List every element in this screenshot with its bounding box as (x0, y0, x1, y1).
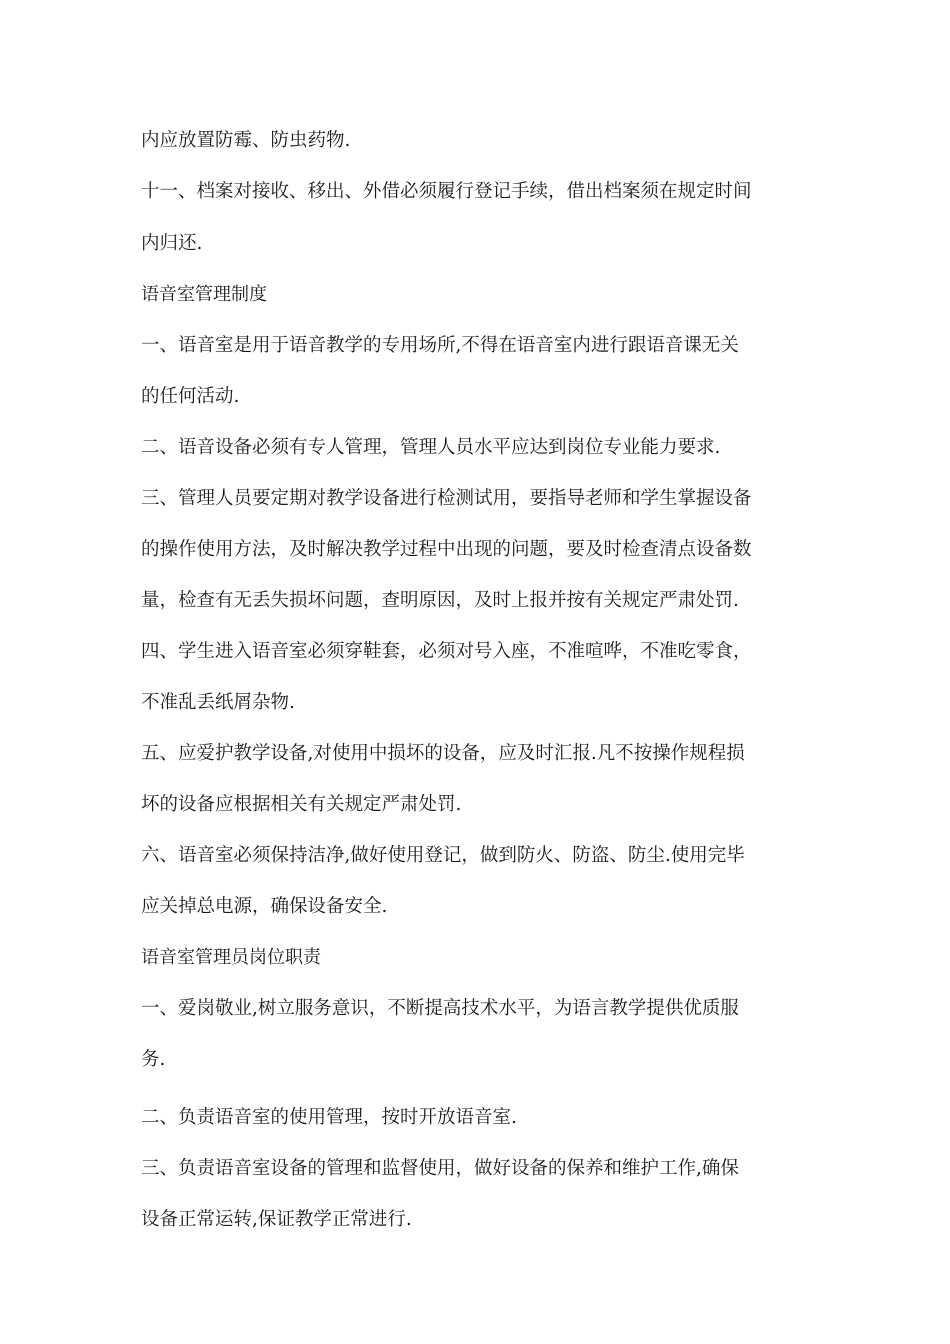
section-heading-language-lab-rules: 语音室管理制度 (141, 284, 267, 305)
text-line-3: 内归还. (141, 233, 203, 254)
text-line-8: 三、管理人员要定期对教学设备进行检测试用，要指导老师和学生掌握设备 (141, 488, 752, 509)
text-line-19: 务. (141, 1049, 166, 1070)
text-line-13: 五、应爱护教学设备,对使用中损坏的设备，应及时汇报.凡不按操作规程损 (141, 743, 745, 764)
text-line-14: 坏的设备应根据相关有关规定严肃处罚. (141, 794, 462, 815)
section-heading-administrator-duties: 语音室管理员岗位职责 (141, 947, 321, 968)
text-line-15: 六、语音室必须保持洁净,做好使用登记，做到防火、防盗、防尘.使用完毕 (141, 845, 745, 866)
text-line-1: 内应放置防霉、防虫药物. (141, 130, 351, 151)
text-line-16: 应关掉总电源，确保设备安全. (141, 896, 388, 917)
text-line-22: 设备正常运转,保证教学正常进行. (141, 1209, 412, 1230)
text-line-6: 的任何活动. (141, 386, 240, 407)
text-line-7: 二、语音设备必须有专人管理，管理人员水平应达到岗位专业能力要求. (141, 437, 721, 458)
text-line-20: 二、负责语音室的使用管理，按时开放语音室. (141, 1107, 517, 1128)
text-line-18: 一、爱岗敬业,树立服务意识，不断提高技术水平，为语言教学提供优质服 (141, 998, 739, 1019)
text-line-5: 一、语音室是用于语音教学的专用场所,不得在语音室内进行跟语音课无关 (141, 335, 739, 356)
text-line-21: 三、负责语音室设备的管理和监督使用，做好设备的保养和维护工作,确保 (141, 1158, 739, 1179)
text-line-2: 十一、档案对接收、移出、外借必须履行登记手续，借出档案须在规定时间 (141, 181, 752, 202)
text-line-12: 不准乱丢纸屑杂物. (141, 692, 295, 713)
text-line-9: 的操作使用方法，及时解决教学过程中出现的问题，要及时检查清点设备数 (141, 539, 752, 560)
text-line-11: 四、学生进入语音室必须穿鞋套，必须对号入座，不准喧哗，不准吃零食， (141, 641, 752, 662)
text-line-10: 量，检查有无丢失损坏问题，查明原因，及时上报并按有关规定严肃处罚. (141, 590, 739, 611)
